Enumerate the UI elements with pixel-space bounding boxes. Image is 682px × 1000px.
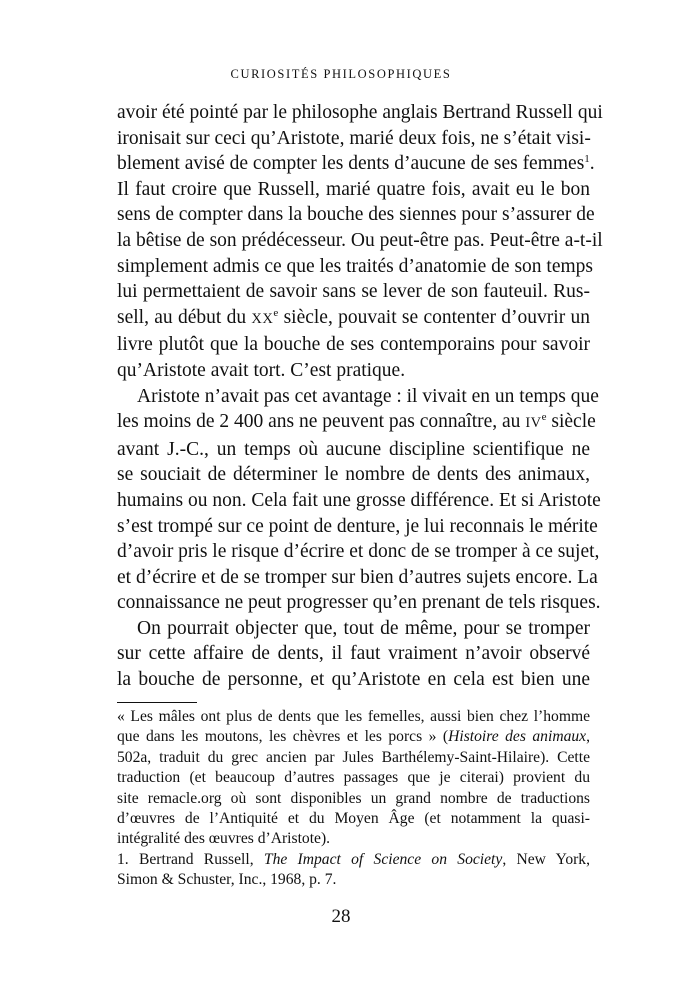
body-line <box>117 305 590 333</box>
body-line: On pourrait objecter que, tout de même, pour se tromper <box>137 617 590 639</box>
running-head: CURIOSITÉS PHILOSOPHIQUES <box>230 67 452 81</box>
body-line: simplement admis ce que les traités d’anatomie de son temps <box>117 255 593 277</box>
body-line: Aristote n’avait pas cet avantage : il vivait en un temps que <box>137 385 599 407</box>
body-line: la bêtise de son prédécesseur. Ou peut-être pas. Peut-être a-t-il <box>117 229 603 251</box>
footnote-text: , <box>586 728 590 746</box>
superscript-e: e <box>541 411 547 424</box>
footnote-text: , New York, <box>502 850 591 868</box>
body-line: sens de compter dans la bouche des siennes pour s’assurer de <box>117 204 595 226</box>
body-line: ironisait sur ceci qu’Aristote, marié deux fois, ne s’était visi- <box>117 127 591 149</box>
body-line-text: blement avisé de compter les dents d’aucune de ses femmes <box>117 153 585 175</box>
body-line: avant J.-C., un temps où aucune discipline scientifique ne <box>117 438 590 460</box>
footnote-line: traduction (et beaucoup d’autres passages que je citerai) provient du <box>117 769 590 787</box>
century-numeral: IV <box>525 415 542 432</box>
footnote-line: « Les mâles ont plus de dents que les femelles, aussi bien chez l’homme <box>117 708 590 725</box>
footnote-line <box>117 850 590 870</box>
footnote-text: 1. Bertrand Russell, <box>117 850 264 868</box>
footnote-line: 502a, traduit du grec ancien par Jules Barthélemy-Saint-Hilaire). Cette <box>117 748 590 766</box>
superscript-e: e <box>273 306 279 319</box>
footnote-text: que dans les moutons, les chèvres et les porcs » ( <box>117 728 449 746</box>
body-line: qu’Aristote avait tort. C’est pratique. <box>117 359 406 381</box>
body-line: et d’écrire et de se tromper sur bien d’autres sujets encore. La <box>117 566 598 588</box>
footnote-line: intégralité des œuvres d’Aristote). <box>117 830 331 848</box>
body-line: connaissance ne peut progresser qu’en prenant de tels risques. <box>117 592 601 614</box>
body-line <box>117 409 596 437</box>
footnote-line: d’œuvres de l’Antiquité et du Moyen Âge (et notamment la quasi- <box>117 810 590 828</box>
body-text <box>117 100 603 693</box>
body-line: Il faut croire que Russell, marié quatre fois, avait eu le bon <box>117 178 590 200</box>
body-line <box>117 151 595 177</box>
footnote-ref: 1 <box>584 153 590 166</box>
period: . <box>589 153 595 175</box>
footnote-line <box>117 727 590 747</box>
body-line-text: siècle, pouvait se contenter d’ouvrir un <box>283 306 591 328</box>
body-line-text: siècle <box>551 411 596 433</box>
body-line: humains ou non. Cela fait une grosse différence. Et si Aristote <box>117 489 601 511</box>
body-line-text: les moins de 2 400 ans ne peuvent pas connaître, au <box>117 411 521 433</box>
body-line: avoir été pointé par le philosophe anglais Bertrand Russell qui <box>117 102 603 123</box>
book-title-italic: Histoire des animaux <box>448 728 587 746</box>
footnote-line: site remacle.org où sont disponibles un grand nombre de traductions <box>117 789 590 807</box>
page-number: 28 <box>331 906 351 927</box>
footnote-rule <box>117 702 197 703</box>
century-numeral: XX <box>251 310 274 327</box>
body-line: livre plutôt que la bouche de ses contemporains pour savoir <box>117 334 590 356</box>
body-line: d’avoir pris le risque d’écrire et donc de se tromper à ce sujet, <box>117 541 600 563</box>
book-title-italic: The Impact of Science on Society <box>263 850 503 868</box>
footnotes <box>117 707 590 891</box>
body-line: s’est trompé sur ce point de denture, je lui reconnais le mérite <box>117 515 598 537</box>
body-line: la bouche de personne, et qu’Aristote en cela est bien une <box>117 669 590 691</box>
body-line: lui permettaient de savoir sans se lever de son fauteuil. Rus- <box>117 281 590 303</box>
body-line: se souciait de déterminer le nombre de dents des animaux, <box>117 464 590 486</box>
body-line-text: sell, au début du <box>117 306 247 328</box>
body-line: sur cette affaire de dents, il faut vraiment n’avoir observé <box>117 643 590 665</box>
footnote-line: Simon & Schuster, Inc., 1968, p. 7. <box>117 871 337 889</box>
